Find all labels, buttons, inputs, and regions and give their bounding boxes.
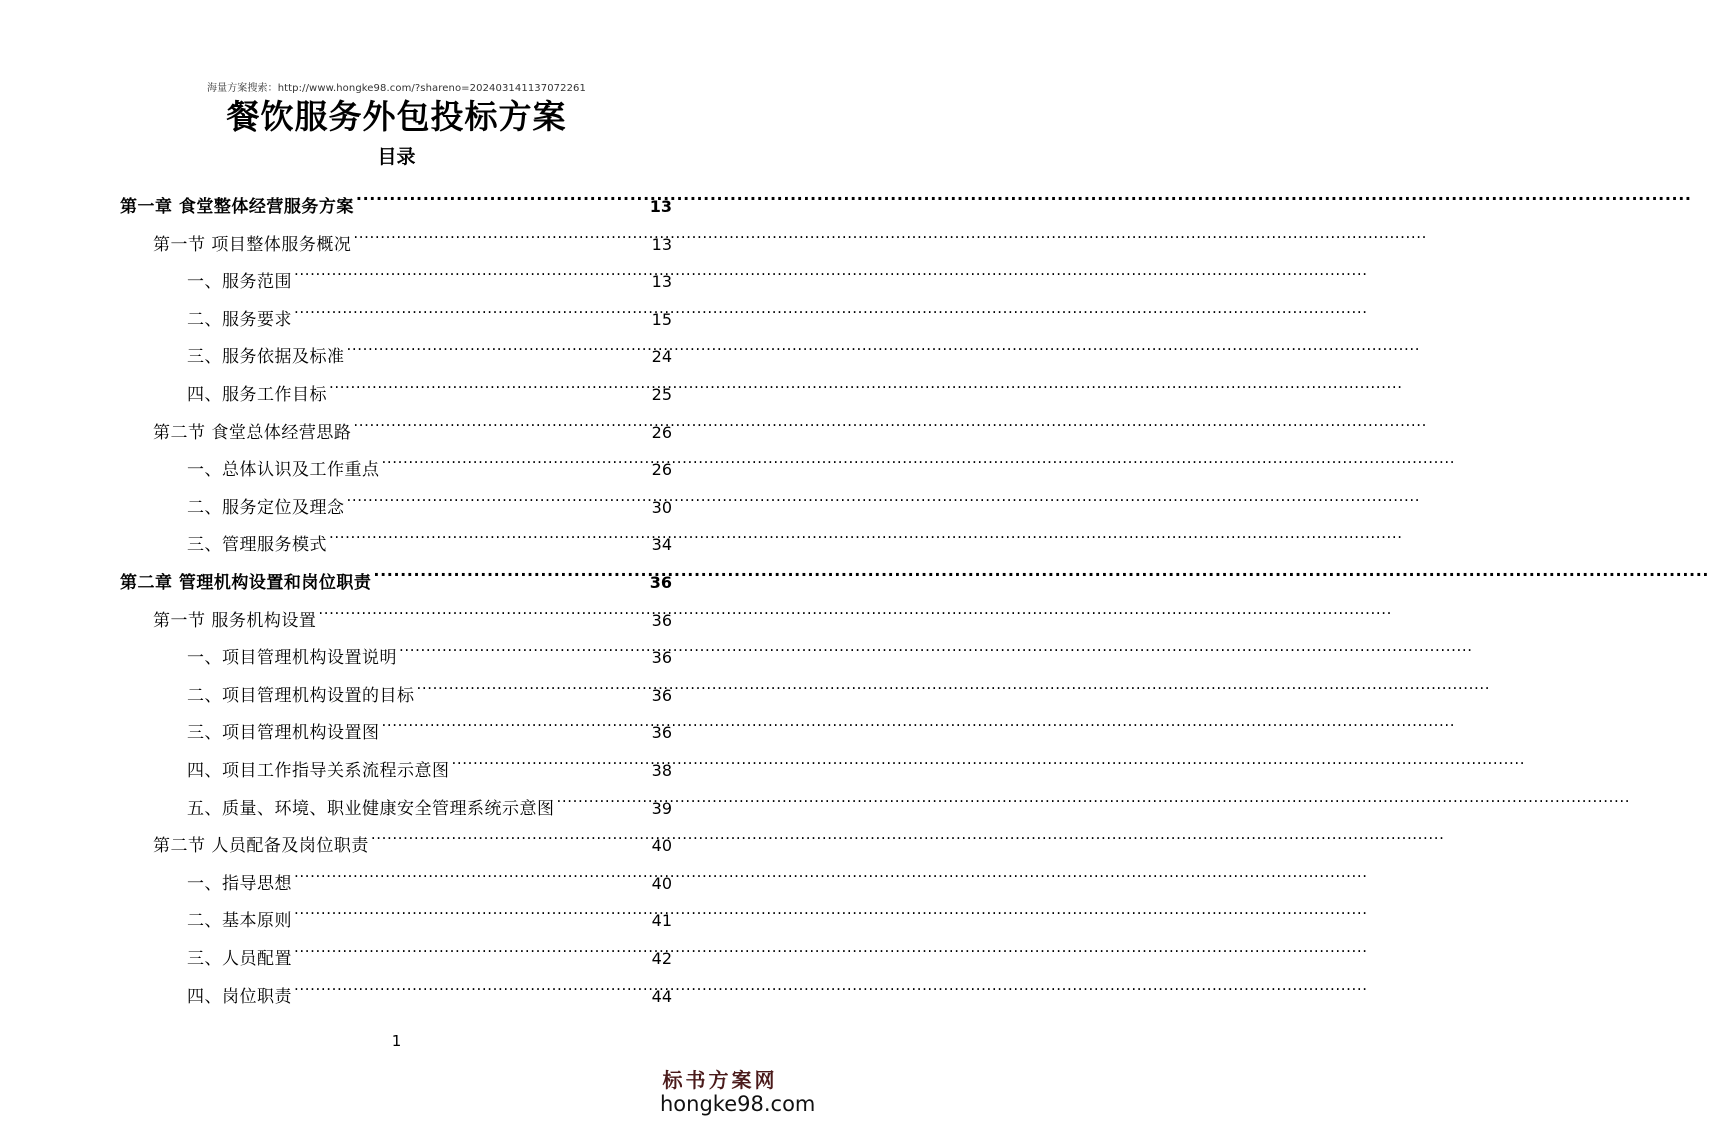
toc-dot-leader — [356, 175, 648, 212]
toc-dot-leader — [294, 250, 650, 287]
toc-dot-leader — [347, 476, 650, 513]
toc-entry[interactable] — [153, 213, 672, 255]
toc-entry[interactable] — [153, 589, 672, 631]
toc-dot-leader — [382, 438, 650, 475]
toc-entry[interactable] — [153, 401, 672, 443]
toc-entry-label: 一、服务范围 — [187, 272, 292, 293]
toc-entry-label: 第一节 服务机构设置 — [153, 610, 317, 631]
toc-entry-label: 二、服务要求 — [187, 309, 292, 330]
toc-heading: 目录 — [377, 146, 416, 168]
toc-entry-page: 30 — [651, 497, 672, 517]
toc-dot-leader — [452, 739, 650, 776]
toc-dot-leader — [353, 401, 649, 438]
toc-entry[interactable] — [187, 927, 672, 969]
toc-entry-page: 36 — [651, 685, 672, 705]
header-url-line: 海量方案搜索：http://www.hongke98.com/?shareno=20240314113707226​1 — [207, 83, 586, 94]
toc-entry-label: 第二章 管理机构设置和岗位职责 — [120, 573, 372, 593]
toc-entry-label: 第二节 食堂总体经营思路 — [153, 422, 352, 443]
toc-entry-page: 36 — [651, 648, 672, 668]
toc-entry[interactable] — [120, 175, 672, 217]
toc-dot-leader — [373, 551, 647, 588]
toc-entry-label: 三、项目管理机构设置图 — [187, 723, 380, 744]
toc-entry[interactable] — [187, 476, 672, 518]
toc-entry-label: 五、质量、环境、职业健康安全管理系统示意图 — [187, 798, 555, 819]
toc-entry[interactable] — [153, 814, 672, 857]
toc-dot-leader — [294, 927, 650, 964]
toc-entry-label: 四、岗位职责 — [187, 986, 292, 1007]
toc-entry-page: 13 — [651, 234, 672, 254]
watermark-domain: hongke98.com — [660, 1092, 816, 1116]
page-number: 1 — [391, 1032, 402, 1050]
toc-entry-page: 40 — [651, 836, 672, 856]
toc-entry-page: 39 — [651, 798, 672, 818]
toc-entry-page: 38 — [651, 761, 672, 780]
toc-entry-label: 一、指导思想 — [187, 873, 292, 894]
toc-entry-label: 第二节 人员配备及岗位职责 — [153, 836, 369, 857]
toc-entry-page: 34 — [651, 535, 672, 555]
toc-entry-label: 第一节 项目整体服务概况 — [153, 234, 352, 255]
toc-entry-page: 24 — [651, 347, 672, 367]
document-title: 餐饮服务外包投标方案 — [226, 97, 567, 136]
toc-entry-label: 三、服务依据及标准 — [187, 347, 345, 368]
toc-entry-page: 41 — [651, 911, 672, 931]
toc-entry-label: 第一章 食堂整体经营服务方案 — [120, 197, 354, 217]
toc-entry-page: 40 — [651, 873, 672, 893]
toc-entry-page: 44 — [651, 986, 672, 1006]
watermark-title: 标书方案网 — [662, 1068, 778, 1092]
toc-entry[interactable] — [187, 438, 672, 481]
toc-entry[interactable] — [187, 250, 672, 293]
toc-entry[interactable] — [187, 889, 672, 932]
toc-entry-page: 26 — [651, 460, 672, 480]
toc-entry[interactable] — [187, 701, 672, 744]
toc-entry[interactable] — [187, 664, 672, 706]
toc-entry-label: 一、项目管理机构设置说明 — [187, 648, 397, 669]
toc-dot-leader — [329, 363, 650, 400]
toc-entry-label: 四、服务工作目标 — [187, 385, 327, 405]
toc-entry-page: 36 — [649, 573, 672, 592]
toc-entry-page: 26 — [651, 422, 672, 442]
toc-entry-page: 42 — [651, 949, 672, 968]
toc-entry-page: 13 — [649, 197, 672, 216]
toc-entry[interactable] — [187, 777, 672, 819]
toc-dot-leader — [417, 664, 650, 701]
toc-entry-page: 25 — [651, 385, 672, 404]
toc-dot-leader — [382, 701, 650, 738]
toc-entry[interactable] — [120, 551, 672, 593]
toc-dot-leader — [399, 626, 650, 663]
toc-dot-leader — [347, 325, 650, 362]
toc-entry[interactable] — [187, 626, 672, 669]
toc-entry-label: 一、总体认识及工作重点 — [187, 460, 380, 481]
toc-entry-label: 二、服务定位及理念 — [187, 497, 345, 518]
toc-entry[interactable] — [187, 852, 672, 894]
toc-entry-page: 13 — [651, 272, 672, 292]
toc-dot-leader — [371, 814, 650, 851]
toc-entry-label: 四、项目工作指导关系流程示意图 — [187, 761, 450, 781]
toc-entry[interactable] — [187, 739, 672, 781]
toc-entry-label: 三、管理服务模式 — [187, 535, 327, 556]
toc-entry[interactable] — [187, 363, 672, 405]
toc-entry-label: 三、人员配置 — [187, 949, 292, 969]
toc-entry[interactable] — [187, 325, 672, 368]
toc-entry[interactable] — [187, 965, 672, 1007]
toc-entry-label: 二、项目管理机构设置的目标 — [187, 685, 415, 706]
toc-dot-leader — [329, 513, 650, 550]
toc-dot-leader — [294, 852, 650, 889]
toc-entry-label: 二、基本原则 — [187, 911, 292, 932]
toc-dot-leader — [294, 288, 650, 325]
toc-dot-leader — [557, 777, 650, 814]
toc-dot-leader — [318, 589, 649, 626]
toc-entry-page: 15 — [651, 309, 672, 329]
toc-dot-leader — [353, 213, 649, 250]
toc-dot-leader — [294, 965, 650, 1002]
toc-entry[interactable] — [187, 513, 672, 556]
toc-dot-leader — [294, 889, 650, 926]
toc-entry-page: 36 — [651, 723, 672, 743]
toc-entry[interactable] — [187, 288, 672, 330]
toc-entry-page: 36 — [651, 610, 672, 630]
watermark-logo — [660, 1068, 816, 1116]
